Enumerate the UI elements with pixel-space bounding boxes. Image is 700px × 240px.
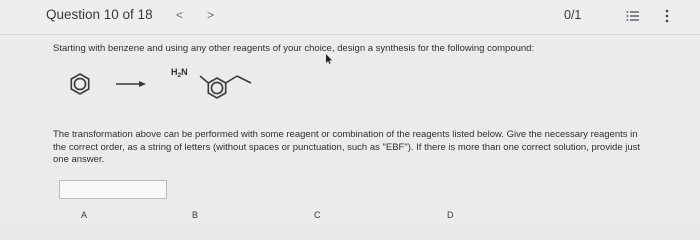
next-question-button[interactable]: > (207, 8, 215, 22)
question-counter: Question 10 of 18 (46, 7, 153, 22)
benzene-structure (71, 74, 88, 94)
answer-input[interactable] (59, 180, 167, 199)
score-display: 0/1 (564, 8, 582, 22)
previous-question-button[interactable]: < (176, 8, 184, 22)
reaction-arrow (116, 81, 146, 87)
option-label-d: D (447, 210, 454, 220)
product-structure (200, 76, 251, 98)
option-label-a: A (81, 210, 88, 220)
question-prompt: Starting with benzene and using any other reagents of your choice, design a synthesis for the following compound: (53, 43, 535, 54)
more-vertical-icon[interactable] (664, 9, 670, 23)
question-header (0, 0, 700, 35)
reaction-scheme (50, 60, 280, 108)
option-label-c: C (314, 210, 321, 220)
instructions-text: The transformation above can be performed with some reagent or combination of the reagents listed below. Give the necessary reagents in the correct order, as a string of letters (without spaces or punctuation, such as "EBF"). If there is more than one correct solution, provide just one answer. (53, 129, 641, 165)
list-icon[interactable] (626, 9, 640, 23)
mouse-cursor-icon (325, 54, 333, 64)
amine-label: $H_2N$ (171, 67, 188, 79)
option-label-b: B (192, 210, 199, 220)
